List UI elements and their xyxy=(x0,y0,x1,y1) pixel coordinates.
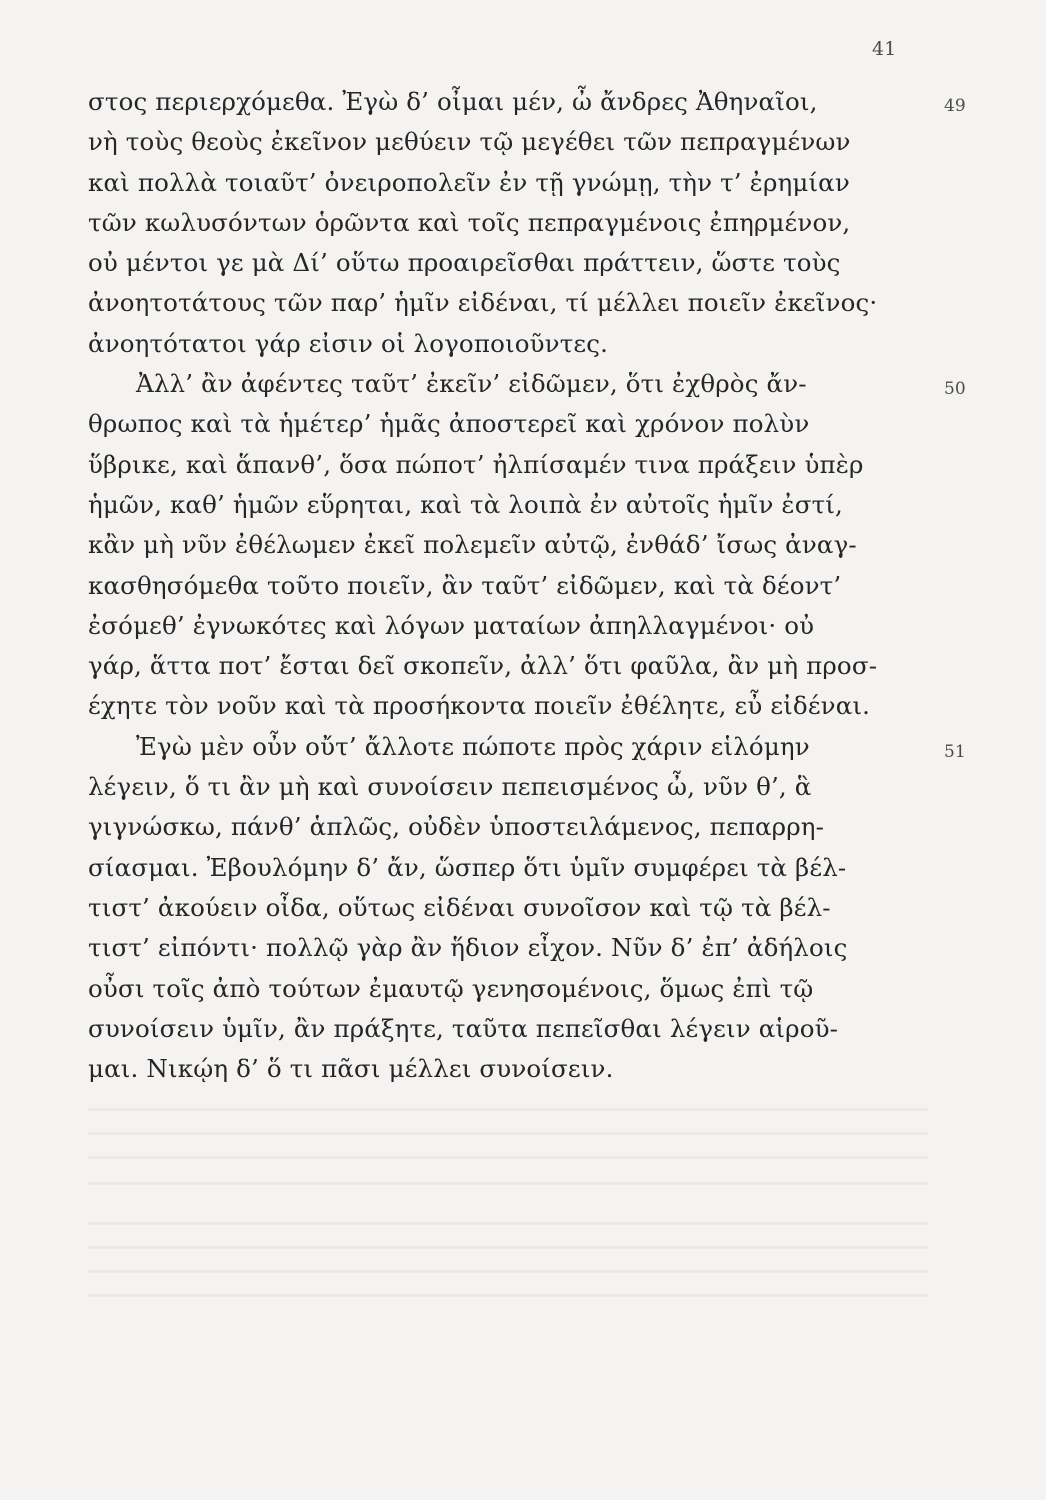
text-line: έχητε τὸν νοῦν καὶ τὰ προσήκοντα ποιεῖν ἐθέλητε, εὖ εἰδέναι. xyxy=(88,691,871,721)
text-line: ἀνοητότατοι γάρ εἰσιν οἱ λογοποιοῦντες. xyxy=(88,328,609,358)
show-through-line xyxy=(88,1108,928,1111)
page-number: 41 xyxy=(872,38,897,60)
show-through-line xyxy=(88,1156,928,1159)
text-line: σίασμαι. Ἐβουλόμην δ’ ἄν, ὥσπερ ὅτι ὑμῖν συμφέρει τὰ βέλ- xyxy=(88,852,847,882)
show-through-line xyxy=(88,1294,928,1297)
text-line: οὐ μέντοι γε μὰ Δί’ οὕτω προαιρεῖσθαι πράττειν, ὥστε τοὺς xyxy=(88,248,841,278)
text-line: ἡμῶν, καθ’ ἡμῶν εὕρηται, καὶ τὰ λοιπὰ ἐν αὐτοῖς ἡμῖν ἐστί, xyxy=(88,489,843,519)
show-through-line xyxy=(88,1222,928,1225)
text-line: λέγειν, ὅ τι ἂν μὴ καὶ συνοίσειν πεπεισμένος ὦ, νῦν θ’, ἃ xyxy=(88,772,812,802)
show-through-line xyxy=(88,1182,928,1185)
text-line: τιστ’ ἀκούειν οἶδα, οὕτως εἰδέναι συνοῖσον καὶ τῷ τὰ βέλ- xyxy=(88,892,831,922)
text-line: συνοίσειν ὑμῖν, ἂν πράξητε, ταῦτα πεπεῖσθαι λέγειν αἱροῦ- xyxy=(88,1013,839,1043)
body-text xyxy=(88,82,928,1089)
text-line: γιγνώσκω, πάνθ’ ἁπλῶς, οὐδὲν ὑποστειλάμενος, πεπαρρη- xyxy=(88,812,824,842)
text-line: ἀνοητοτάτους τῶν παρ’ ἡμῖν εἰδέναι, τί μέλλει ποιεῖν ἐκεῖνος· xyxy=(88,288,878,318)
text-line: τιστ’ εἰπόντι· πολλῷ γὰρ ἂν ἥδιον εἶχον. Νῦν δ’ ἐπ’ ἀδήλοις xyxy=(88,933,848,963)
show-through-line xyxy=(88,1246,928,1249)
section-marker-50: 50 xyxy=(944,379,966,399)
show-through-line xyxy=(88,1132,928,1135)
text-line: οὖσι τοῖς ἀπὸ τούτων ἐμαυτῷ γενησομένοις, ὅμως ἐπὶ τῷ xyxy=(88,973,814,1003)
paragraph-first-line: Ἀλλ’ ἂν ἀφέντες ταῦτ’ ἐκεῖν’ εἰδῶμεν, ὅτι ἐχθρὸς ἄν- xyxy=(136,369,807,399)
show-through-line xyxy=(88,1270,928,1273)
text-line: γάρ, ἅττα ποτ’ ἔσται δεῖ σκοπεῖν, ἀλλ’ ὅτι φαῦλα, ἂν μὴ προσ- xyxy=(88,651,878,681)
section-marker-51: 51 xyxy=(944,742,966,762)
text-line: καὶ πολλὰ τοιαῦτ’ ὀνειροπολεῖν ἐν τῇ γνώμῃ, τὴν τ’ ἐρημίαν xyxy=(88,167,850,197)
text-line: ὕβρικε, καὶ ἅπανθ’, ὅσα πώποτ’ ἠλπίσαμέν τινα πράξειν ὑπὲρ xyxy=(88,449,864,479)
text-line: κασθησόμεθα τοῦτο ποιεῖν, ἂν ταῦτ’ εἰδῶμεν, καὶ τὰ δέοντ’ xyxy=(88,570,842,600)
text-line: τῶν κωλυσόντων ὁρῶντα καὶ τοῖς πεπραγμένοις ἐπηρμένον, xyxy=(88,207,851,237)
paragraph-first-line: Ἐγὼ μὲν οὖν οὔτ’ ἄλλοτε πώποτε πρὸς χάριν εἱλόμην xyxy=(136,731,810,761)
text-line: νὴ τοὺς θεοὺς ἐκεῖνον μεθύειν τῷ μεγέθει τῶν πεπραγμένων xyxy=(88,127,851,157)
section-marker-49: 49 xyxy=(944,96,966,116)
text-line: ἐσόμεθ’ ἐγνωκότες καὶ λόγων ματαίων ἀπηλλαγμένοι· οὐ xyxy=(88,610,815,640)
text-line: θρωπος καὶ τὰ ἡμέτερ’ ἡμᾶς ἀποστερεῖ καὶ χρόνον πολὺν xyxy=(88,409,810,439)
text-line: κἂν μὴ νῦν ἐθέλωμεν ἐκεῖ πολεμεῖν αὐτῷ, ἐνθάδ’ ἴσως ἀναγ- xyxy=(88,530,857,560)
text-line: μαι. Νικῴη δ’ ὅ τι πᾶσι μέλλει συνοίσειν. xyxy=(88,1054,614,1084)
text-line: στος περιερχόμεθα. Ἐγὼ δ’ οἶμαι μέν, ὦ ἄνδρες Ἀθηναῖοι, xyxy=(88,87,818,116)
